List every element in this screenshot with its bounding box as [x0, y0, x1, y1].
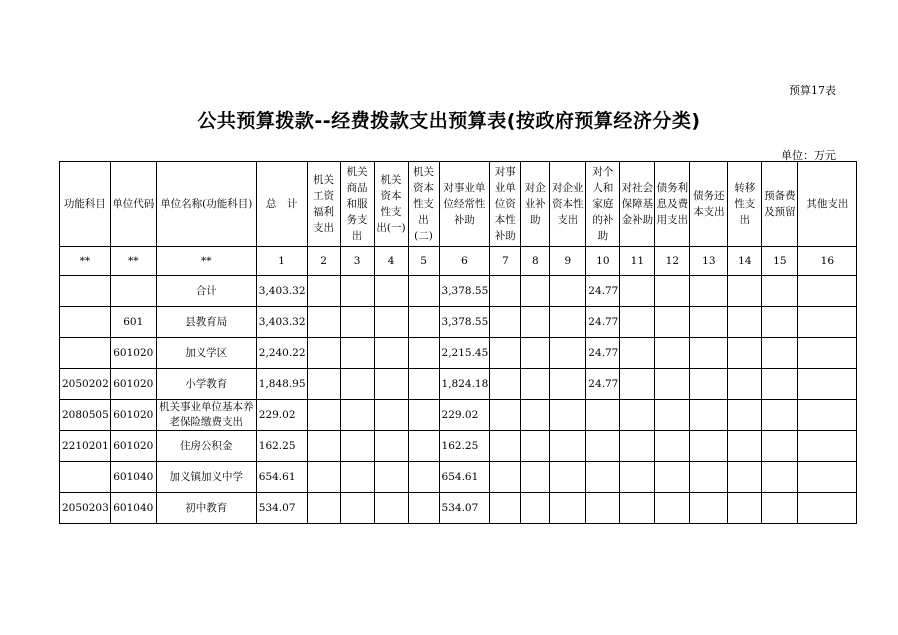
cell-unit-name: 加义学区: [156, 338, 256, 369]
cell-col-12: [655, 400, 690, 431]
cell-col-10: [586, 462, 620, 493]
cell-col-2: [307, 338, 340, 369]
col-header: 预备费及预留: [762, 162, 798, 247]
cell-col-3: [340, 431, 374, 462]
cell-col-4: [374, 400, 408, 431]
cell-col-8: [521, 462, 550, 493]
cell-total: 229.02: [256, 400, 307, 431]
col-header: 对社会保障基金补助: [620, 162, 655, 247]
table-row: [60, 493, 857, 524]
cell-col-13: [690, 400, 728, 431]
cell-col-16: [798, 493, 857, 524]
cell-col-5: [408, 307, 439, 338]
col-number: 5: [408, 247, 439, 276]
cell-col-16: [798, 369, 857, 400]
cell-col-11: [620, 276, 655, 307]
col-number: 16: [798, 247, 857, 276]
col-header: 其他支出: [798, 162, 857, 247]
cell-col-2: [307, 493, 340, 524]
cell-col-4: [374, 307, 408, 338]
cell-function-code: [60, 462, 111, 493]
cell-col-11: [620, 307, 655, 338]
cell-col-7: [490, 431, 521, 462]
cell-function-code: [60, 338, 111, 369]
cell-col-8: [521, 400, 550, 431]
cell-col-6: 162.25: [439, 431, 490, 462]
col-header: 对企业补助: [521, 162, 550, 247]
cell-col-3: [340, 307, 374, 338]
cell-col-7: [490, 369, 521, 400]
cell-unit-name: 机关事业单位基本养老保险缴费支出: [156, 400, 256, 431]
cell-col-2: [307, 369, 340, 400]
col-header: 机关工资福利支出: [307, 162, 340, 247]
cell-col-12: [655, 493, 690, 524]
cell-col-16: [798, 307, 857, 338]
cell-col-7: [490, 493, 521, 524]
column-number-row: [60, 247, 857, 276]
cell-col-10: 24.77: [586, 276, 620, 307]
col-number: 3: [340, 247, 374, 276]
cell-col-4: [374, 462, 408, 493]
cell-col-10: [586, 493, 620, 524]
col-number: 15: [762, 247, 798, 276]
col-number: **: [110, 247, 156, 276]
cell-col-6: 1,824.18: [439, 369, 490, 400]
cell-col-12: [655, 276, 690, 307]
cell-col-6: 654.61: [439, 462, 490, 493]
cell-col-15: [762, 400, 798, 431]
cell-col-8: [521, 276, 550, 307]
col-header: 单位代码: [110, 162, 156, 247]
cell-col-5: [408, 400, 439, 431]
cell-col-9: [550, 307, 586, 338]
cell-col-15: [762, 493, 798, 524]
col-number: 13: [690, 247, 728, 276]
cell-total: 2,240.22: [256, 338, 307, 369]
col-number: 1: [256, 247, 307, 276]
cell-total: 654.61: [256, 462, 307, 493]
cell-col-12: [655, 338, 690, 369]
cell-col-10: 24.77: [586, 338, 620, 369]
col-number: 6: [439, 247, 490, 276]
cell-col-9: [550, 338, 586, 369]
col-number: 2: [307, 247, 340, 276]
cell-unit-name: 加义镇加义中学: [156, 462, 256, 493]
cell-unit-name: 合计: [156, 276, 256, 307]
cell-col-4: [374, 431, 408, 462]
col-header: 单位名称(功能科目): [156, 162, 256, 247]
cell-col-15: [762, 369, 798, 400]
col-header: 转移性支出: [728, 162, 762, 247]
cell-function-code: 2050202: [60, 369, 111, 400]
col-header: 债务利息及费用支出: [655, 162, 690, 247]
cell-col-14: [728, 369, 762, 400]
table-row: [60, 400, 857, 431]
form-number: 预算17表: [789, 84, 836, 97]
col-number: 12: [655, 247, 690, 276]
cell-col-13: [690, 307, 728, 338]
cell-col-10: 24.77: [586, 369, 620, 400]
col-number: 14: [728, 247, 762, 276]
cell-col-15: [762, 276, 798, 307]
cell-col-8: [521, 338, 550, 369]
cell-col-8: [521, 493, 550, 524]
cell-unit-code: 601040: [110, 493, 156, 524]
cell-col-5: [408, 369, 439, 400]
cell-col-6: 3,378.55: [439, 307, 490, 338]
cell-col-4: [374, 338, 408, 369]
col-number: **: [60, 247, 111, 276]
cell-col-14: [728, 307, 762, 338]
cell-unit-name: 县教育局: [156, 307, 256, 338]
cell-col-6: 3,378.55: [439, 276, 490, 307]
cell-total: 162.25: [256, 431, 307, 462]
cell-unit-code: 601: [110, 307, 156, 338]
cell-col-16: [798, 338, 857, 369]
cell-col-11: [620, 493, 655, 524]
col-number: 7: [490, 247, 521, 276]
col-header: 机关资本性支出(二): [408, 162, 439, 247]
table-row: [60, 276, 857, 307]
cell-unit-code: 601020: [110, 400, 156, 431]
cell-col-13: [690, 369, 728, 400]
cell-total: 3,403.32: [256, 276, 307, 307]
cell-col-4: [374, 369, 408, 400]
cell-col-8: [521, 369, 550, 400]
cell-function-code: [60, 307, 111, 338]
table-row: [60, 369, 857, 400]
table-row: [60, 338, 857, 369]
cell-total: 1,848.95: [256, 369, 307, 400]
cell-function-code: 2210201: [60, 431, 111, 462]
cell-col-3: [340, 276, 374, 307]
cell-col-2: [307, 307, 340, 338]
cell-col-2: [307, 431, 340, 462]
cell-col-9: [550, 462, 586, 493]
col-header: 机关资本性支出(一): [374, 162, 408, 247]
col-number: **: [156, 247, 256, 276]
cell-col-10: [586, 400, 620, 431]
cell-col-14: [728, 400, 762, 431]
cell-col-8: [521, 307, 550, 338]
cell-function-code: 2080505: [60, 400, 111, 431]
cell-col-4: [374, 276, 408, 307]
cell-col-15: [762, 431, 798, 462]
cell-total: 534.07: [256, 493, 307, 524]
cell-unit-name: 住房公积金: [156, 431, 256, 462]
table-row: [60, 431, 857, 462]
col-number: 4: [374, 247, 408, 276]
cell-col-13: [690, 493, 728, 524]
column-header-row: [60, 162, 857, 247]
cell-col-13: [690, 462, 728, 493]
col-number: 8: [521, 247, 550, 276]
col-number: 10: [586, 247, 620, 276]
cell-col-15: [762, 307, 798, 338]
cell-col-13: [690, 338, 728, 369]
cell-col-2: [307, 400, 340, 431]
cell-col-11: [620, 400, 655, 431]
cell-col-14: [728, 493, 762, 524]
cell-col-7: [490, 276, 521, 307]
cell-unit-code: 601040: [110, 462, 156, 493]
cell-col-16: [798, 462, 857, 493]
cell-col-6: 2,215.45: [439, 338, 490, 369]
cell-col-12: [655, 431, 690, 462]
col-header: 债务还本支出: [690, 162, 728, 247]
cell-col-3: [340, 369, 374, 400]
cell-col-3: [340, 493, 374, 524]
table-row: [60, 307, 857, 338]
cell-col-8: [521, 431, 550, 462]
cell-col-4: [374, 493, 408, 524]
cell-col-3: [340, 400, 374, 431]
cell-unit-code: 601020: [110, 431, 156, 462]
cell-col-2: [307, 462, 340, 493]
cell-col-14: [728, 338, 762, 369]
cell-col-3: [340, 462, 374, 493]
cell-col-9: [550, 493, 586, 524]
cell-col-5: [408, 493, 439, 524]
col-header: 总 计: [256, 162, 307, 247]
cell-col-9: [550, 369, 586, 400]
cell-col-14: [728, 276, 762, 307]
cell-col-13: [690, 431, 728, 462]
col-header: 对事业单位资本性补助: [490, 162, 521, 247]
col-number: 11: [620, 247, 655, 276]
cell-col-7: [490, 400, 521, 431]
unit-label: 单位：万元: [781, 149, 836, 162]
cell-unit-code: [110, 276, 156, 307]
cell-total: 3,403.32: [256, 307, 307, 338]
cell-unit-code: 601020: [110, 338, 156, 369]
cell-col-9: [550, 431, 586, 462]
cell-col-5: [408, 338, 439, 369]
cell-col-15: [762, 462, 798, 493]
cell-col-11: [620, 431, 655, 462]
cell-col-5: [408, 431, 439, 462]
cell-col-7: [490, 462, 521, 493]
cell-col-9: [550, 276, 586, 307]
cell-col-10: 24.77: [586, 307, 620, 338]
cell-unit-code: 601020: [110, 369, 156, 400]
cell-col-11: [620, 369, 655, 400]
table-row: [60, 462, 857, 493]
col-header: 对企业资本性支出: [550, 162, 586, 247]
cell-unit-name: 初中教育: [156, 493, 256, 524]
cell-col-10: [586, 431, 620, 462]
cell-col-12: [655, 462, 690, 493]
cell-unit-name: 小学教育: [156, 369, 256, 400]
cell-col-16: [798, 431, 857, 462]
cell-col-14: [728, 431, 762, 462]
cell-col-6: 229.02: [439, 400, 490, 431]
cell-col-11: [620, 462, 655, 493]
col-header: 对事业单位经常性补助: [439, 162, 490, 247]
cell-function-code: 2050203: [60, 493, 111, 524]
cell-col-2: [307, 276, 340, 307]
cell-col-12: [655, 369, 690, 400]
cell-col-16: [798, 276, 857, 307]
col-header: 对个人和家庭的补助: [586, 162, 620, 247]
cell-col-9: [550, 400, 586, 431]
cell-col-15: [762, 338, 798, 369]
budget-table: [59, 161, 857, 524]
cell-col-12: [655, 307, 690, 338]
cell-col-16: [798, 400, 857, 431]
cell-col-3: [340, 338, 374, 369]
page-title: 公共预算拨款--经费拨款支出预算表(按政府预算经济分类): [197, 110, 701, 132]
col-header: 功能科目: [60, 162, 111, 247]
col-header: 机关商品和服务支出: [340, 162, 374, 247]
cell-col-7: [490, 307, 521, 338]
cell-col-11: [620, 338, 655, 369]
cell-col-5: [408, 276, 439, 307]
col-number: 9: [550, 247, 586, 276]
cell-col-14: [728, 462, 762, 493]
cell-col-6: 534.07: [439, 493, 490, 524]
cell-col-7: [490, 338, 521, 369]
cell-col-5: [408, 462, 439, 493]
cell-function-code: [60, 276, 111, 307]
cell-col-13: [690, 276, 728, 307]
